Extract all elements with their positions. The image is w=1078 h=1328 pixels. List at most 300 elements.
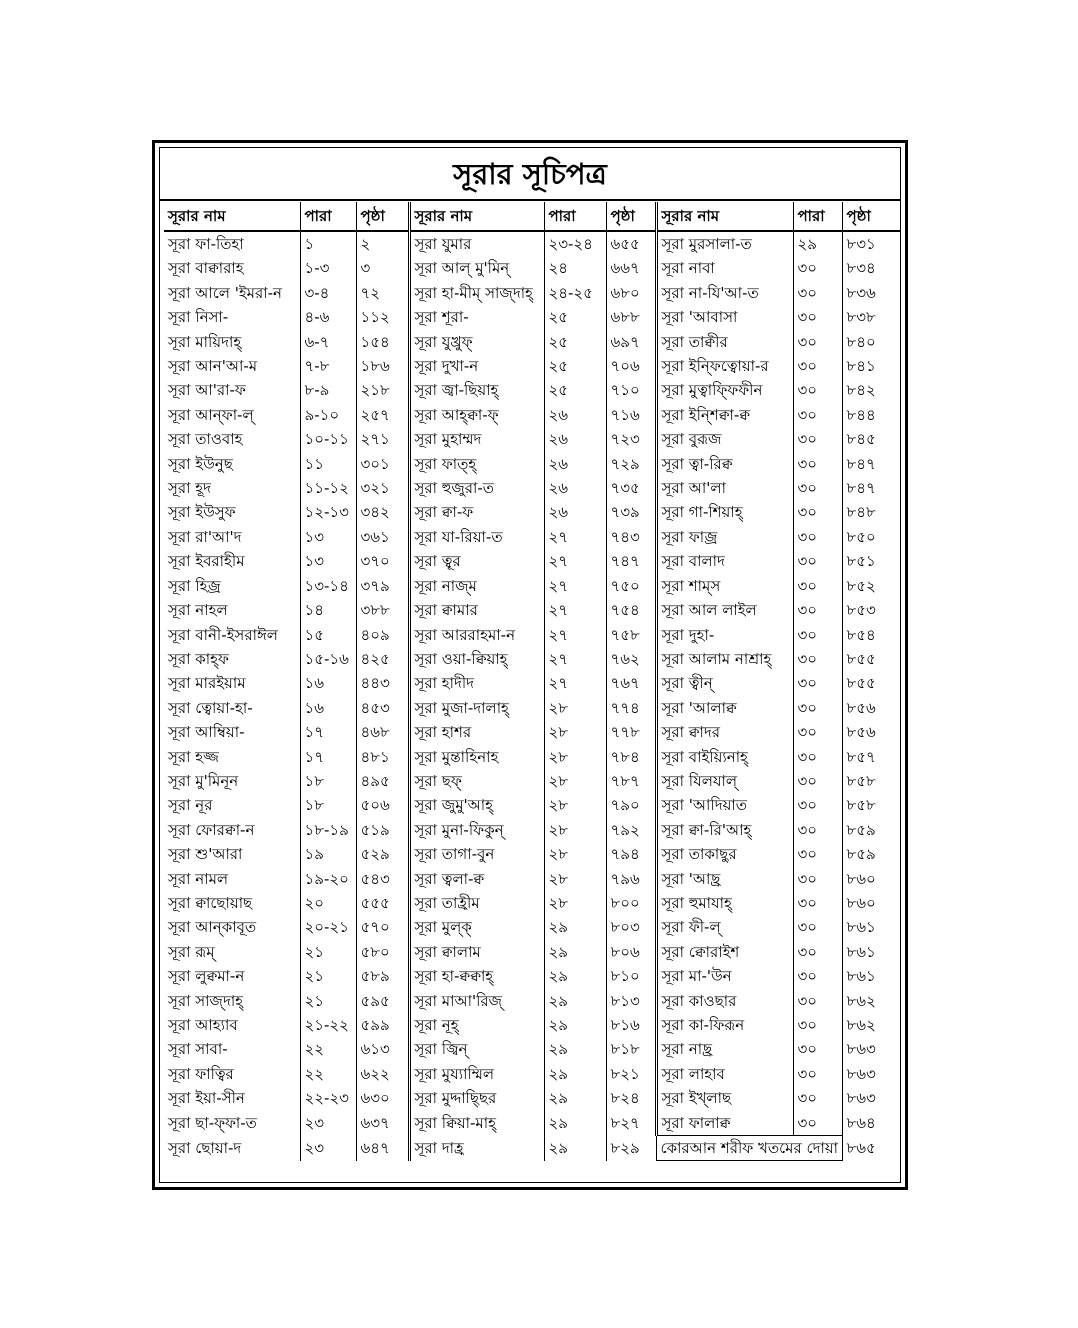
surah-para: ৩০ — [793, 427, 842, 451]
surah-page: ৬৮৮ — [606, 305, 656, 329]
closing-dua-label: কোরআন শরীফ খতমের দোয়া — [656, 1136, 842, 1161]
surah-para: ২৮ — [544, 842, 606, 866]
surah-para: ২৫ — [544, 305, 606, 329]
surah-name: সূরা দাহ্র — [409, 1136, 544, 1161]
surah-para: ৩০ — [793, 647, 842, 671]
surah-page: ৮৬২ — [842, 1013, 900, 1037]
surah-page: ৫৫৫ — [356, 891, 409, 915]
surah-para: ২৫ — [544, 330, 606, 354]
surah-name: সূরা হূদ — [168, 479, 212, 498]
surah-para: ২১-২২ — [300, 1013, 356, 1037]
surah-name: সূরা না-যি'আ-ত — [656, 281, 793, 305]
header-surah-name: সূরার নাম — [409, 202, 544, 231]
surah-name: সূরা ত্বূর — [409, 549, 544, 573]
surah-name: সূরা ওয়া-ক্বিয়াহ্ — [409, 647, 544, 671]
surah-page: ৮৩৬ — [842, 281, 900, 305]
surah-name: সূরা বানী-ইসরাঈল — [168, 625, 278, 644]
surah-name: সূরা আন'আ-ম — [168, 357, 258, 376]
surah-page: ৮৫৭ — [842, 745, 900, 769]
surah-name: সূরা হিজ্র — [168, 576, 221, 595]
surah-para: ১৮ — [300, 793, 356, 817]
surah-para: ৩০ — [793, 745, 842, 769]
surah-name: সূরা নাবা — [656, 256, 793, 280]
surah-page: ৮৫৪ — [842, 623, 900, 647]
toc-inner-border — [159, 147, 901, 1183]
surah-para: ৩০ — [793, 915, 842, 939]
surah-page: ২৭১ — [356, 427, 409, 451]
surah-para: ২৮ — [544, 720, 606, 744]
header-surah-name: সূরার নাম — [656, 202, 793, 231]
table-row — [164, 476, 900, 500]
surah-para: ৩০ — [793, 720, 842, 744]
surah-name: সূরা ইন্ফিত্বোয়া-র — [656, 354, 793, 378]
surah-name: সূরা রা'আ'দ — [168, 527, 242, 546]
surah-name: সূরা ফোরক্বা-ন — [168, 820, 255, 839]
surah-para: ৩০ — [793, 525, 842, 549]
header-surah-name: সূরার নাম — [164, 202, 300, 231]
table-row — [164, 354, 900, 378]
surah-name: সূরা মুল্ক্ — [409, 915, 544, 939]
surah-page: ৭৬৭ — [606, 671, 656, 695]
surah-name: সূরা আন্কাবূত — [168, 918, 257, 937]
surah-para: ২৯ — [544, 1086, 606, 1110]
surah-page: ২ — [356, 231, 409, 256]
surah-para: ২৩ — [300, 1136, 356, 1161]
surah-para: ২০ — [300, 891, 356, 915]
surah-page: ৫৭০ — [356, 915, 409, 939]
surah-para: ৩০ — [793, 256, 842, 280]
surah-para: ১৮-১৯ — [300, 818, 356, 842]
surah-page: ১৫৪ — [356, 330, 409, 354]
surah-page: ৮৫৫ — [842, 671, 900, 695]
surah-page: ৮১৬ — [606, 1013, 656, 1037]
surah-name: সূরা শু'আরা — [168, 845, 243, 864]
table-row — [164, 1037, 900, 1061]
table-row — [164, 378, 900, 402]
surah-page: ৮১৮ — [606, 1037, 656, 1061]
surah-page: ৮৬২ — [842, 989, 900, 1013]
surah-para: ৩০ — [793, 1037, 842, 1061]
surah-page: ৮৩৮ — [842, 305, 900, 329]
surah-page: ৮৫৬ — [842, 720, 900, 744]
surah-name: সূরা জ্বা-ছিয়াহ্ — [409, 378, 544, 402]
surah-page: ৮৬৩ — [842, 1086, 900, 1110]
surah-page: ৪২৫ — [356, 647, 409, 671]
surah-page: ৬৩০ — [356, 1086, 409, 1110]
surah-page: ৪৮১ — [356, 745, 409, 769]
surah-para: ২৮ — [544, 867, 606, 891]
table-row — [164, 1062, 900, 1086]
surah-name: সূরা নূহ্ — [409, 1013, 544, 1037]
table-row — [164, 647, 900, 671]
surah-para: ২৬ — [544, 500, 606, 524]
surah-page: ৮৬১ — [842, 915, 900, 939]
surah-page: ৩৪২ — [356, 500, 409, 524]
surah-para: ৩০ — [793, 305, 842, 329]
surah-para: ৩০ — [793, 574, 842, 598]
surah-para: ১৯-২০ — [300, 867, 356, 891]
surah-para: ৭-৮ — [300, 354, 356, 378]
surah-name: সূরা ইউসুফ — [168, 503, 236, 522]
surah-name: সূরা তাক্বীর — [656, 330, 793, 354]
surah-para: ৪-৬ — [300, 305, 356, 329]
surah-para: ৩০ — [793, 1086, 842, 1110]
surah-name: সূরা দুহা- — [656, 623, 793, 647]
table-row — [164, 842, 900, 866]
surah-name: সূরা আল্ মু'মিন্ — [409, 256, 544, 280]
header-page: পৃষ্ঠা — [606, 202, 656, 231]
table-row — [164, 403, 900, 427]
surah-page: ১১২ — [356, 305, 409, 329]
surah-page: ৮২৪ — [606, 1086, 656, 1110]
surah-para: ৩০ — [793, 867, 842, 891]
table-row — [164, 1111, 900, 1136]
surah-para: ১৬ — [300, 696, 356, 720]
table-row — [164, 940, 900, 964]
table-row — [164, 745, 900, 769]
surah-page: ৮২৯ — [606, 1136, 656, 1161]
header-para: পারা — [793, 202, 842, 231]
surah-name: সূরা যিলযাল্ — [656, 769, 793, 793]
surah-para: ৩০ — [793, 452, 842, 476]
surah-para: ২৭ — [544, 574, 606, 598]
header-page: পৃষ্ঠা — [356, 202, 409, 231]
surah-para: ২১ — [300, 940, 356, 964]
table-row — [164, 915, 900, 939]
surah-name: সূরা শূরা- — [409, 305, 544, 329]
surah-para: ২৯ — [544, 1062, 606, 1086]
surah-para: ২৬ — [544, 427, 606, 451]
surah-name: সূরা যা-রিয়া-ত — [409, 525, 544, 549]
surah-name: সূরা কাওছার — [656, 989, 793, 1013]
surah-page: ৭৮৪ — [606, 745, 656, 769]
surah-name: সূরা নামল — [168, 869, 229, 888]
surah-name: সূরা হাদীদ — [409, 671, 544, 695]
surah-para: ২৯ — [544, 1013, 606, 1037]
surah-para: ২৭ — [544, 647, 606, 671]
surah-name: সূরা আলাম নাশ্রাহ্ — [656, 647, 793, 671]
surah-name: সূরা ছফ্ — [409, 769, 544, 793]
surah-para: ২৯ — [544, 1037, 606, 1061]
surah-name: সূরা ইয়া-সীন — [168, 1089, 245, 1108]
surah-page: ৮৫৮ — [842, 769, 900, 793]
surah-page: ৭৪৭ — [606, 549, 656, 573]
surah-page: ৮৬১ — [842, 964, 900, 988]
surah-name: সূরা তাগা-বুন — [409, 842, 544, 866]
table-row — [164, 256, 900, 280]
surah-page: ৮৬৩ — [842, 1062, 900, 1086]
surah-page: ৭৩৯ — [606, 500, 656, 524]
surah-name: সূরা ক্বিয়া-মাহ্ — [409, 1111, 544, 1136]
header-para: পারা — [544, 202, 606, 231]
surah-page: ৮৪১ — [842, 354, 900, 378]
table-row — [164, 330, 900, 354]
surah-page: ৭৯৬ — [606, 867, 656, 891]
surah-name: সূরা ইবরাহীম — [168, 552, 245, 571]
surah-name: সূরা মুয্যাম্মিল — [409, 1062, 544, 1086]
surah-page: ৩ — [356, 256, 409, 280]
surah-page: ৮৪৮ — [842, 500, 900, 524]
surah-para: ২৪-২৫ — [544, 281, 606, 305]
surah-name: সূরা তাওবাহ — [168, 430, 243, 449]
surah-page: ৬৯৭ — [606, 330, 656, 354]
surah-para: ১১-১২ — [300, 476, 356, 500]
surah-page: ৮১৩ — [606, 989, 656, 1013]
table-row — [164, 769, 900, 793]
surah-name: সূরা ক্বোরাইশ — [656, 940, 793, 964]
surah-para: ১-৩ — [300, 256, 356, 280]
surah-para: ১৬ — [300, 671, 356, 695]
surah-para: ২৫ — [544, 378, 606, 402]
surah-page: ৫৯৫ — [356, 989, 409, 1013]
surah-name: সূরা ক্বা-ফ — [409, 500, 544, 524]
surah-para: ৩০ — [793, 940, 842, 964]
surah-para: ১৫-১৬ — [300, 647, 356, 671]
surah-name: সূরা মুদ্দাছ্ছির — [409, 1086, 544, 1110]
surah-para: ২১ — [300, 989, 356, 1013]
surah-page: ৭৯৪ — [606, 842, 656, 866]
surah-para: ৩০ — [793, 403, 842, 427]
surah-para: ৩০ — [793, 281, 842, 305]
surah-name: সূরা মা-'উন — [656, 964, 793, 988]
surah-page: ৮৫৯ — [842, 842, 900, 866]
surah-name: সূরা ফা-তিহা — [168, 235, 244, 253]
surah-name: সূরা আ'রা-ফ — [168, 381, 246, 400]
surah-page: ৮১০ — [606, 964, 656, 988]
surah-para: ২৮ — [544, 769, 606, 793]
table-row — [164, 818, 900, 842]
surah-para: ৩০ — [793, 549, 842, 573]
table-row — [164, 549, 900, 573]
surah-para: ২৭ — [544, 598, 606, 622]
surah-page: ৭৫৪ — [606, 598, 656, 622]
surah-page: ৮৬৩ — [842, 1037, 900, 1061]
surah-page: ৭৫৮ — [606, 623, 656, 647]
surah-para: ২৯ — [544, 989, 606, 1013]
surah-name: সূরা মুহাম্মদ — [409, 427, 544, 451]
table-row — [164, 989, 900, 1013]
surah-name: সূরা ক্বামার — [409, 598, 544, 622]
surah-para: ২৬ — [544, 476, 606, 500]
surah-para: ২৩-২৪ — [544, 231, 606, 256]
surah-page: ৭৬২ — [606, 647, 656, 671]
surah-page: ৮২১ — [606, 1062, 656, 1086]
surah-page: ৬৪৭ — [356, 1136, 409, 1161]
surah-name: সূরা নাছ্র — [656, 1037, 793, 1061]
surah-name: সূরা ত্বলা-ক্ব — [409, 867, 544, 891]
surah-page: ৭০৬ — [606, 354, 656, 378]
surah-name: সূরা ক্বাদর — [656, 720, 793, 744]
table-row — [164, 891, 900, 915]
surah-page: ৬৬৭ — [606, 256, 656, 280]
surah-page: ৭২৯ — [606, 452, 656, 476]
surah-para: ৩০ — [793, 1013, 842, 1037]
surah-name: সূরা ফী-ল্ — [656, 915, 793, 939]
surah-page: ৮৫৩ — [842, 598, 900, 622]
surah-name: সূরা আররাহমা-ন — [409, 623, 544, 647]
surah-page: ৬৮০ — [606, 281, 656, 305]
surah-name: সূরা নিসা- — [168, 308, 229, 327]
surah-name: সূরা আহ্ক্বা-ফ্ — [409, 403, 544, 427]
surah-para: ১৪ — [300, 598, 356, 622]
table-row — [164, 964, 900, 988]
surah-page: ৮৬০ — [842, 891, 900, 915]
surah-name: সূরা হুজুরা-ত — [409, 476, 544, 500]
surah-name: সূরা 'আলাক্ব — [656, 696, 793, 720]
table-row — [164, 598, 900, 622]
surah-name: সূরা আ'লা — [656, 476, 793, 500]
surah-name: সূরা লুক্বমা-ন — [168, 967, 245, 986]
surah-page: ৭৭৮ — [606, 720, 656, 744]
surah-page: ৭৫০ — [606, 574, 656, 598]
surah-page: ৮৬০ — [842, 867, 900, 891]
table-row — [164, 574, 900, 598]
surah-para: ১৩ — [300, 525, 356, 549]
surah-page: ৮৪৭ — [842, 476, 900, 500]
surah-para: ৩০ — [793, 378, 842, 402]
surah-page: ৪০৯ — [356, 623, 409, 647]
surah-page: ৫২৯ — [356, 842, 409, 866]
surah-name: সূরা মুম্তাহিনাহ — [409, 745, 544, 769]
surah-para: ১১ — [300, 452, 356, 476]
surah-para: ২৫ — [544, 354, 606, 378]
surah-page: ৩০১ — [356, 452, 409, 476]
surah-name: সূরা ফাত্বির — [168, 1064, 234, 1083]
surah-page: ৮৫৫ — [842, 647, 900, 671]
surah-name: সূরা ইখ্লাছ — [656, 1086, 793, 1110]
surah-para: ৮-৯ — [300, 378, 356, 402]
surah-page: ৮৪৪ — [842, 403, 900, 427]
surah-para: ৩০ — [793, 793, 842, 817]
surah-name: সূরা ত্বোয়া-হা- — [168, 698, 253, 717]
surah-name: সূরা ফাত্হ্ — [409, 452, 544, 476]
table-row — [164, 231, 900, 256]
surah-page: ৮২৭ — [606, 1111, 656, 1136]
surah-name: সূরা আন্ফা-ল্ — [168, 405, 254, 424]
table-row — [164, 525, 900, 549]
surah-para: ৩০ — [793, 989, 842, 1013]
surah-page: ৭৯০ — [606, 793, 656, 817]
table-row — [164, 793, 900, 817]
surah-para: ২৩ — [300, 1111, 356, 1136]
surah-para: ২৪ — [544, 256, 606, 280]
surah-name: সূরা নাজ্ম — [409, 574, 544, 598]
surah-name: সূরা মুরসালা-ত — [656, 231, 793, 256]
surah-page: ৪৬৮ — [356, 720, 409, 744]
surah-para: ৩০ — [793, 671, 842, 695]
surah-page: ৮৪৫ — [842, 427, 900, 451]
table-row — [164, 720, 900, 744]
surah-name: সূরা কা-ফিরূন — [656, 1013, 793, 1037]
surah-index-table — [164, 202, 900, 1161]
surah-page: ৫৪৩ — [356, 867, 409, 891]
surah-para: ৩০ — [793, 842, 842, 866]
surah-page: ৭৩৫ — [606, 476, 656, 500]
surah-para: ২১ — [300, 964, 356, 988]
table-row — [164, 867, 900, 891]
surah-page: ৬২২ — [356, 1062, 409, 1086]
surah-para: ১৮ — [300, 769, 356, 793]
surah-name: সূরা ত্বীন্ — [656, 671, 793, 695]
surah-page: ৮৫৯ — [842, 818, 900, 842]
surah-page: ৫৮৯ — [356, 964, 409, 988]
surah-para: ২৮ — [544, 818, 606, 842]
surah-para: ৯-১০ — [300, 403, 356, 427]
surah-name: সূরা তাহ্রীম — [409, 891, 544, 915]
surah-page: ৫১৯ — [356, 818, 409, 842]
surah-name: সূরা নাহল — [168, 601, 228, 620]
header-row — [164, 202, 900, 231]
surah-name: সূরা ফাজ্র — [656, 525, 793, 549]
surah-name: সূরা মায়িদাহ্ — [168, 332, 242, 351]
surah-page: ৪৪৩ — [356, 671, 409, 695]
surah-page: ৮৪০ — [842, 330, 900, 354]
surah-para: ৩০ — [793, 623, 842, 647]
surah-para: ২৮ — [544, 745, 606, 769]
surah-name: সূরা যুখ্রুফ্ — [409, 330, 544, 354]
surah-name: সূরা বালাদ — [656, 549, 793, 573]
surah-page: ৩৮৮ — [356, 598, 409, 622]
surah-para: ৩০ — [793, 476, 842, 500]
surah-para: ২৯ — [544, 940, 606, 964]
surah-page: ৭২ — [356, 281, 409, 305]
surah-para: ৩০ — [793, 696, 842, 720]
surah-page: ৭৭৪ — [606, 696, 656, 720]
surah-page: ৮০০ — [606, 891, 656, 915]
table-row — [164, 623, 900, 647]
surah-page: ৭২৩ — [606, 427, 656, 451]
surah-name: সূরা যুমার — [409, 231, 544, 256]
surah-page: ৮৬১ — [842, 940, 900, 964]
surah-para: ৩০ — [793, 598, 842, 622]
surah-para: ১২-১৩ — [300, 500, 356, 524]
surah-para: ২২-২৩ — [300, 1086, 356, 1110]
surah-name: সূরা বাক্বারাহ — [168, 259, 244, 278]
surah-name: সূরা 'আবাসা — [656, 305, 793, 329]
surah-para: ৩০ — [793, 891, 842, 915]
surah-name: সূরা হজ্জ — [168, 747, 219, 766]
surah-para: ১৭ — [300, 720, 356, 744]
surah-page: ৫০৬ — [356, 793, 409, 817]
surah-name: সূরা ইউনুছ — [168, 454, 233, 473]
surah-para: ৩০ — [793, 500, 842, 524]
surah-name: সূরা জ্বিন্ — [409, 1037, 544, 1061]
surah-name: সূরা 'আদিয়াত — [656, 793, 793, 817]
surah-para: ১৫ — [300, 623, 356, 647]
surah-para: ১৩ — [300, 549, 356, 573]
surah-name: সূরা জুমু'আহ্ — [409, 793, 544, 817]
surah-page: ৮৫২ — [842, 574, 900, 598]
closing-dua-page: ৮৬৫ — [842, 1136, 900, 1161]
surah-name: সূরা মু'মিনূন — [168, 771, 239, 790]
surah-para: ২৭ — [544, 671, 606, 695]
surah-para: ৩-৪ — [300, 281, 356, 305]
surah-page: ৮৫০ — [842, 525, 900, 549]
surah-page: ৮৫৬ — [842, 696, 900, 720]
surah-page: ৭১৬ — [606, 403, 656, 427]
surah-name: সূরা মাআ'রিজ্ — [409, 989, 544, 1013]
surah-para: ১০-১১ — [300, 427, 356, 451]
surah-page: ৮৩১ — [842, 231, 900, 256]
surah-page: ৫৯৯ — [356, 1013, 409, 1037]
surah-name: সূরা ক্বা-রি'আহ্ — [656, 818, 793, 842]
surah-page: ৭১০ — [606, 378, 656, 402]
table-row — [164, 305, 900, 329]
surah-name: সূরা ত্বা-রিক্ব — [656, 452, 793, 476]
surah-para: ৬-৭ — [300, 330, 356, 354]
surah-name: সূরা হা-মীম্ সাজ্দাহ্ — [409, 281, 544, 305]
surah-para: ২৭ — [544, 549, 606, 573]
